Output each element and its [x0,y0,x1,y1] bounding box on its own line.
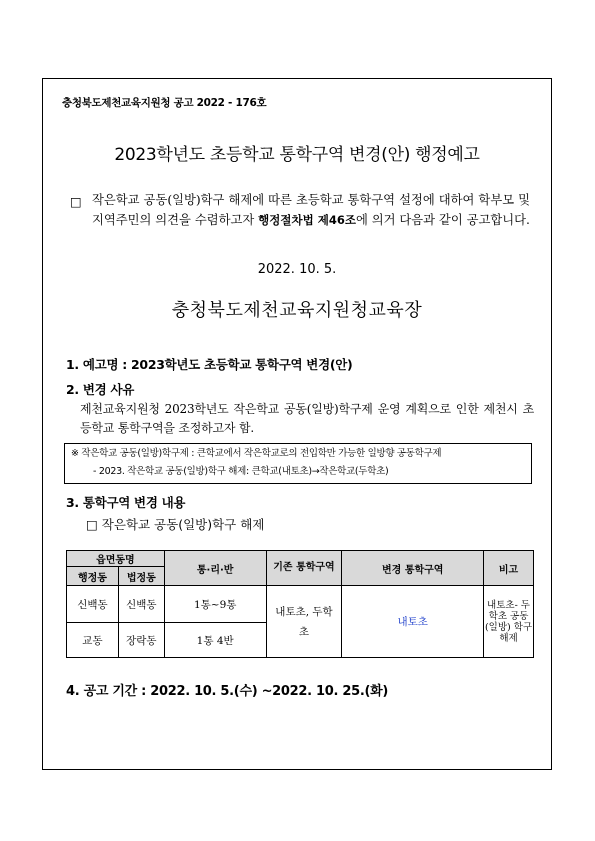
header-existing-zone: 기존 통학구역 [266,551,342,586]
header-changed-zone: 변경 통학구역 [342,551,484,586]
cell-changed-zone: 내토초 [342,586,484,658]
header-eup-myeon-dong: 읍면동명 [67,551,165,567]
note-line-2: - 2023. 작은학교 공동(일방)학구 해제: 큰학교(내토초)→작은학교(두학초) [93,466,389,477]
header-admin-dong: 행정동 [67,567,119,586]
section-3-heading: 3. 통학구역 변경 내용 [66,495,186,510]
intro-text-before: 작은학교 공동(일방)학구 해제에 따른 초등학교 통학구역 설정에 대하여 학부모 및 지역주민의 의견을 수렴하고자 [92,193,530,227]
intro-paragraph [70,190,530,230]
section-2-body: 제천교육지원청 2023학년도 작은학교 공동(일방)학구제 운영 계획으로 인한 제천시 초등학교 통학구역을 조정하고자 함. [80,402,534,435]
notice-date: 2022. 10. 5. [257,262,337,277]
cell-legal-dong: 장락동 [118,623,164,658]
issuer-name: 충청북도제천교육지원청교육장 [171,300,423,321]
note-box [64,443,532,484]
cell-remarks: 내토초- 두학초 공동(일방) 학구 해제 [484,586,534,658]
cell-tong-ri-ban: 1통 4반 [164,623,266,658]
cell-existing-zone: 내토초, 두학초 [266,586,342,658]
intro-text-after: 에 의거 다음과 같이 공고합니다. [355,213,530,227]
notice-number: 충청북도제천교육지원청 공고 2022 - 176호 [62,97,267,109]
header-legal-dong: 법정동 [118,567,164,586]
section-2-heading: 2. 변경 사유 [66,382,135,397]
table-row [67,586,534,623]
school-zone-table [66,550,534,658]
note-line-1: ※ 작은학교 공동(일방)학구제 : 큰학교에서 작은학교로의 전입학만 가능한 일방향 공동학구제 [71,448,442,459]
checkbox-bullet: □ [70,195,82,209]
section-1-heading: 1. 예고명 : 2023학년도 초등학교 통학구역 변경(안) [66,357,353,372]
cell-legal-dong: 신백동 [118,586,164,623]
header-tong-ri-ban: 통·리·반 [164,551,266,586]
header-remarks: 비고 [484,551,534,586]
cell-admin-dong: 신백동 [67,586,119,623]
cell-admin-dong: 교동 [67,623,119,658]
intro-law-reference: 행정절차법 제46조 [258,213,356,227]
cell-tong-ri-ban: 1통~9통 [164,586,266,623]
section-3-subheading: □ 작은학교 공동(일방)학구 해제 [86,517,265,532]
section-4-period: 4. 공고 기간 : 2022. 10. 5.(수) ~2022. 10. 25.(화) [66,684,389,699]
page-title: 2023학년도 초등학교 통학구역 변경(안) 행정예고 [114,145,480,165]
